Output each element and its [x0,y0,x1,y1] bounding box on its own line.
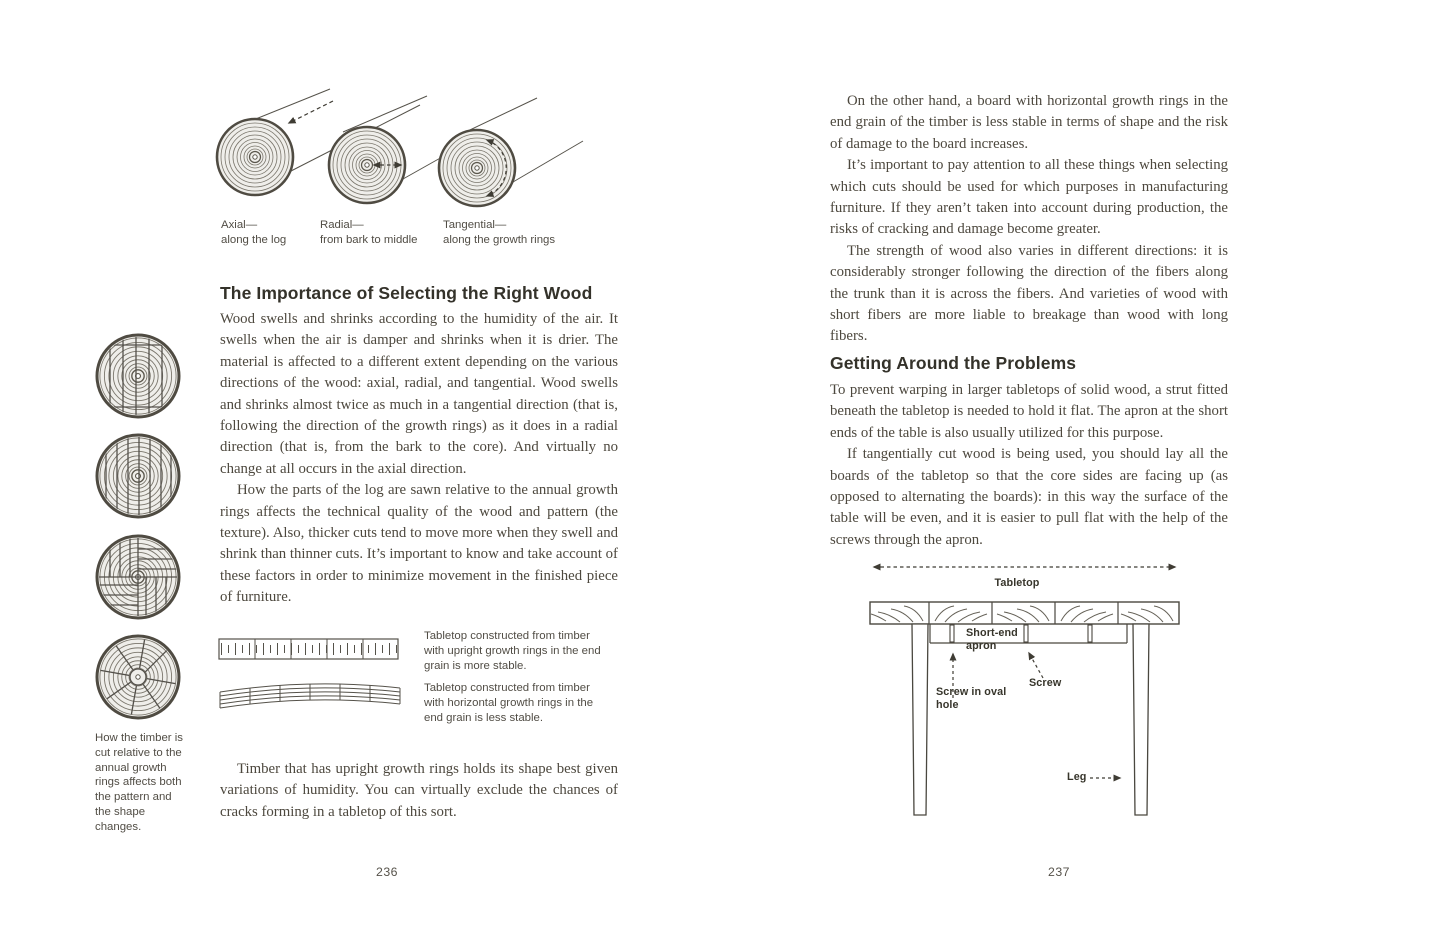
axial-label-title: Axial— [221,219,258,231]
paragraph: On the other hand, a board with horizontal growth rings in the end grain of the timber is less stable in terms of shape and the risk of damage to the board increases. [830,93,1228,152]
plain-sawn-log-icon [97,335,179,417]
through-cut-log-icon [97,435,179,517]
paragraph: How the parts of the log are sawn relative to the annual growth rings affects the technical quality of the wood and pattern (the texture). Also, thicker cuts tend to move more when they swell and shrink than thinner cuts. It’s important to know and take account of these factors in order to minimize movement in the finished piece of furniture. [220,482,618,606]
tangential-label [443,218,603,248]
paragraph: The strength of wood also varies in different directions: it is considerably stronger following the direction of the fibers along the trunk than it is across the fibers. And varieties of wood with short fibers are more liable to breakage than wood with long fibers. [830,242,1228,345]
radial-label [320,218,440,248]
right-body-text-top [830,91,1228,348]
margin-caption: How the timber is cut relative to the annual growth rings affects both the pattern and the shape changes. [95,732,183,833]
upright-rings-board-icon [218,637,400,663]
left-page-heading: The Importance of Selecting the Right Wood [220,283,593,303]
left-body-text [220,309,618,609]
left-page-number: 236 [375,865,399,879]
tangential-label-title: Tangential— [443,219,507,231]
upright-board-caption: Tabletop constructed from timber with upright growth rings in the end grain is more stable. [424,630,601,672]
axial-direction-arrow [289,101,333,123]
paragraph: If tangentially cut wood is being used, you should lay all the boards of the tabletop so that the core sides are facing up (as opposed to alternating the boards): in this way the surface of the table will be even, and it is easier to pull flat with the help of the screws through the apron. [830,446,1228,548]
radial-label-title: Radial— [320,219,364,231]
axial-label-desc: along the log [221,233,287,246]
log-cut-directions-illustration [215,88,587,218]
paragraph: Timber that has upright growth rings holds its shape best given variations of humidity. You can virtually exclude the chances of cracks forming in a tabletop of this sort. [220,761,618,820]
tabletop-label: Tabletop [994,577,1040,589]
left-bottom-text [220,759,618,823]
paragraph: It’s important to pay attention to all these things when selecting which cuts should be used for which purposes in manufacturing furniture. If they aren’t taken into account during production, the risks of cracking and damage become greater. [830,157,1228,238]
leg-label: Leg [1067,771,1087,783]
horizontal-board-caption: Tabletop constructed from timber with horizontal growth rings in the end grain is less stable. [424,682,594,724]
right-body-text-bottom [830,380,1228,551]
right-page-number: 237 [1047,865,1071,879]
tangential-log-icon [439,98,583,206]
radial-label-desc: from bark to middle [320,233,418,246]
screw-in-oval-hole-label: Screw in oval hole [936,686,1007,711]
screw-label: Screw [1029,677,1062,689]
left-leg [912,624,928,815]
right-page-heading: Getting Around the Problems [830,353,1077,373]
right-leg [1133,624,1149,815]
tabletop-boards [870,602,1179,624]
short-end-apron-label: Short-end apron [966,627,1018,652]
horizontal-rings-board-icon [218,677,402,715]
screw-arrow [1029,653,1043,678]
paragraph: To prevent warping in larger tabletops of solid wood, a strut fitted beneath the tabletop is needed to hold it flat. The apron at the short ends of the table is also usually utilized for this purpose. [830,382,1228,441]
axial-label [221,218,313,248]
sawing-patterns-illustration [91,330,185,722]
quarter-sawn-log-icon [97,536,179,618]
table-construction-diagram [862,558,1187,823]
paragraph: Wood swells and shrinks according to the humidity of the air. It swells when the air is damper and shrinks when it is drier. The material is affected to a different extent depending on the various directions of the wood: axial, radial, and tangential. Wood swells and shrinks almost twice as much in a tangential direction (that is, following the direction of the growth rings) as it does in a radial direction (that is, from the bark to the core). And virtually no change at all occurs in the axial direction. [220,311,618,477]
radial-cut-log-icon [97,636,179,718]
tangential-label-desc: along the growth rings [443,233,556,246]
